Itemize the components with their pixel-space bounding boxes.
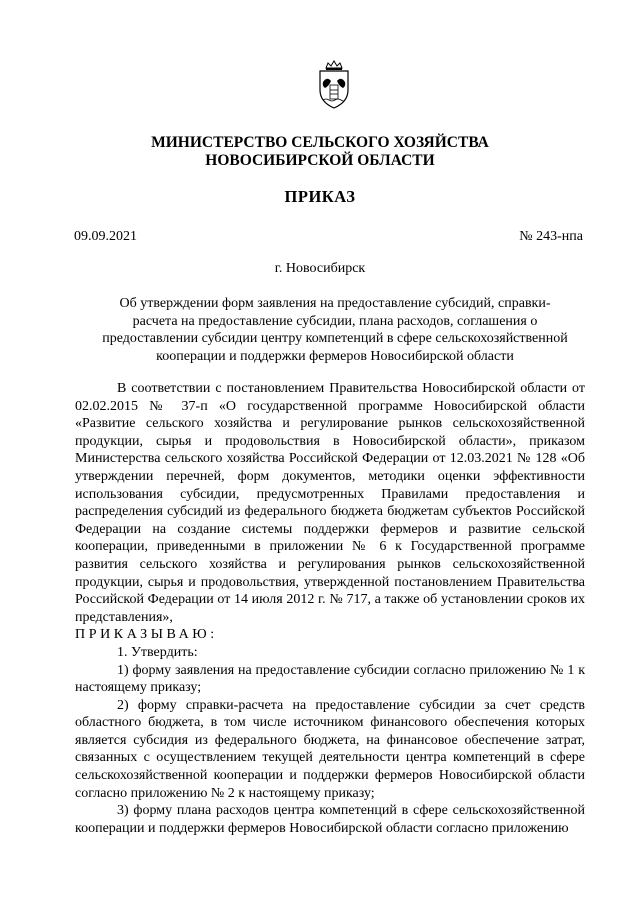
order-word: ПРИКАЗЫВАЮ: <box>75 627 218 643</box>
item-1: 1) форму заявления на предоставление субсидии согласно приложению № 1 к настоящему приказу; <box>75 662 585 696</box>
order-city: г. Новосибирск <box>274 261 366 276</box>
order-subject: Об утверждении форм заявления на предоставление субсидий, справки-расчета на предоставление субсидии, плана расходов, соглашения о предоставлении субсидии центру компетенций в сфере сельскохозяйственной кооперации и поддержки фермеров Новосибирской области <box>102 296 568 364</box>
order-date: 09.09.2021 <box>74 229 137 244</box>
item-approve: 1. Утвердить: <box>117 644 198 660</box>
ministry-line-2: НОВОСИБИРСКОЙ ОБЛАСТИ <box>205 152 435 169</box>
preamble-paragraph: В соответствии с постановлением Правительства Новосибирской области от 02.02.2015 № 37-п «О государственной программе Новосибирской области «Развитие сельского хозяйства и регулирование рынков сельскохозяйственной продукции, сырья и продовольствия в Новосибирской области», приказом Министерства сельского хозяйства Российской Федерации от 12.03.2021 № 128 «Об утверждении перечней, форм документов, методики оценки эффективности использования субсидии, предусмотренных Правилами предоставления и распределения субсидий из федерального бюджета бюджетам субъектов Российской Федерации на создание системы поддержки фермеров и развитие сельской кооперации, приведенными в приложении № 6 к Государственной программе развития сельского хозяйства и регулирования рынков сельскохозяйственной продукции, сырья и продовольствия, утвержденной постановлением Правительства Российской Федерации от 14 июля 2012 г. № 717, а также об установлении сроков их представления», <box>75 381 585 625</box>
item-2: 2) форму справки-расчета на предоставление субсидии за счет средств областного бюджета, в том числе источником финансового обеспечения которых является субсидия из федерального бюджета, на финансовое обеспечение затрат, связанных с осуществлением текущей деятельности центра компетенций в сфере сельскохозяйственной кооперации и поддержки фермеров Новосибирской области согласно приложению № 2 к настоящему приказу; <box>75 697 585 801</box>
order-body <box>75 380 585 837</box>
coat-of-arms-icon <box>314 60 354 110</box>
order-title: ПРИКАЗ <box>284 187 356 206</box>
ministry-name <box>0 134 640 170</box>
order-number: № 243-нпа <box>519 229 583 244</box>
ministry-line-1: МИНИСТЕРСТВО СЕЛЬСКОГО ХОЗЯЙСТВА <box>151 134 489 151</box>
item-3: 3) форму плана расходов центра компетенций в сфере сельскохозяйственной кооперации и поддержки фермеров Новосибирской области согласно приложению <box>75 803 585 836</box>
